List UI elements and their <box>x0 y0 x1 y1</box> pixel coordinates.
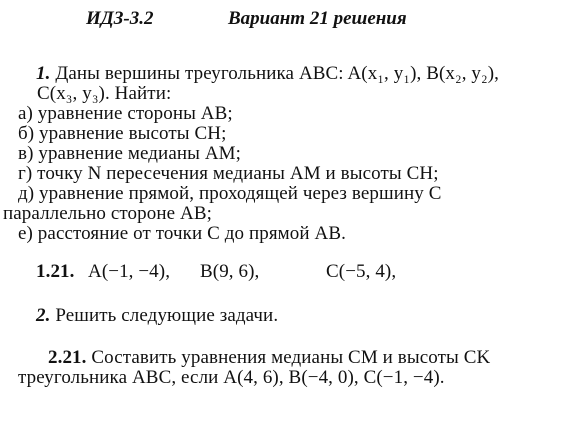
task1-item-e-continued: параллельно стороне AB; <box>3 203 212 224</box>
document-id: ИДЗ-3.2 <box>86 8 154 29</box>
task1-item-e: д) уравнение прямой, проходящей через вершину C <box>18 183 442 204</box>
task1-item-f: е) расстояние от точки C до прямой AB. <box>18 223 346 244</box>
task1-variant-number: 1.21. <box>36 261 75 282</box>
task1-item-c: в) уравнение медианы AM; <box>18 143 242 164</box>
task2-number: 2. <box>36 305 51 326</box>
task2-variant-line1 <box>48 348 490 367</box>
task1-intro-line1 <box>36 64 499 83</box>
task2-variant-line2: треугольника ABC, если A(4, 6), B(−4, 0), C(−1, −4). <box>18 367 445 388</box>
task1-number: 1. <box>36 63 51 84</box>
task1-point-a: A(−1, −4), <box>88 261 171 282</box>
task2-line <box>36 306 278 325</box>
task1-item-b: б) уравнение высоты CH; <box>18 123 227 144</box>
task1-item-d: г) точку N пересечения медианы AM и высоты CH; <box>18 163 439 184</box>
task1-item-a: а) уравнение стороны AB; <box>18 103 233 124</box>
task1-intro-text: Даны вершины треугольника ABC: A(x₁, y₁), B(x₂, y₂), <box>55 63 500 84</box>
task2-variant-text-line1: Составить уравнения медианы CM и высоты CK <box>91 347 491 368</box>
task1-point-b: B(9, 6), <box>200 261 260 282</box>
task2-text: Решить следующие задачи. <box>55 305 279 326</box>
variant-title: Вариант 21 решения <box>228 8 407 29</box>
task1-intro-line2: C(x₃, y₃). Найти: <box>37 83 172 104</box>
task1-point-c: C(−5, 4), <box>326 261 397 282</box>
task2-variant-number: 2.21. <box>48 347 87 368</box>
